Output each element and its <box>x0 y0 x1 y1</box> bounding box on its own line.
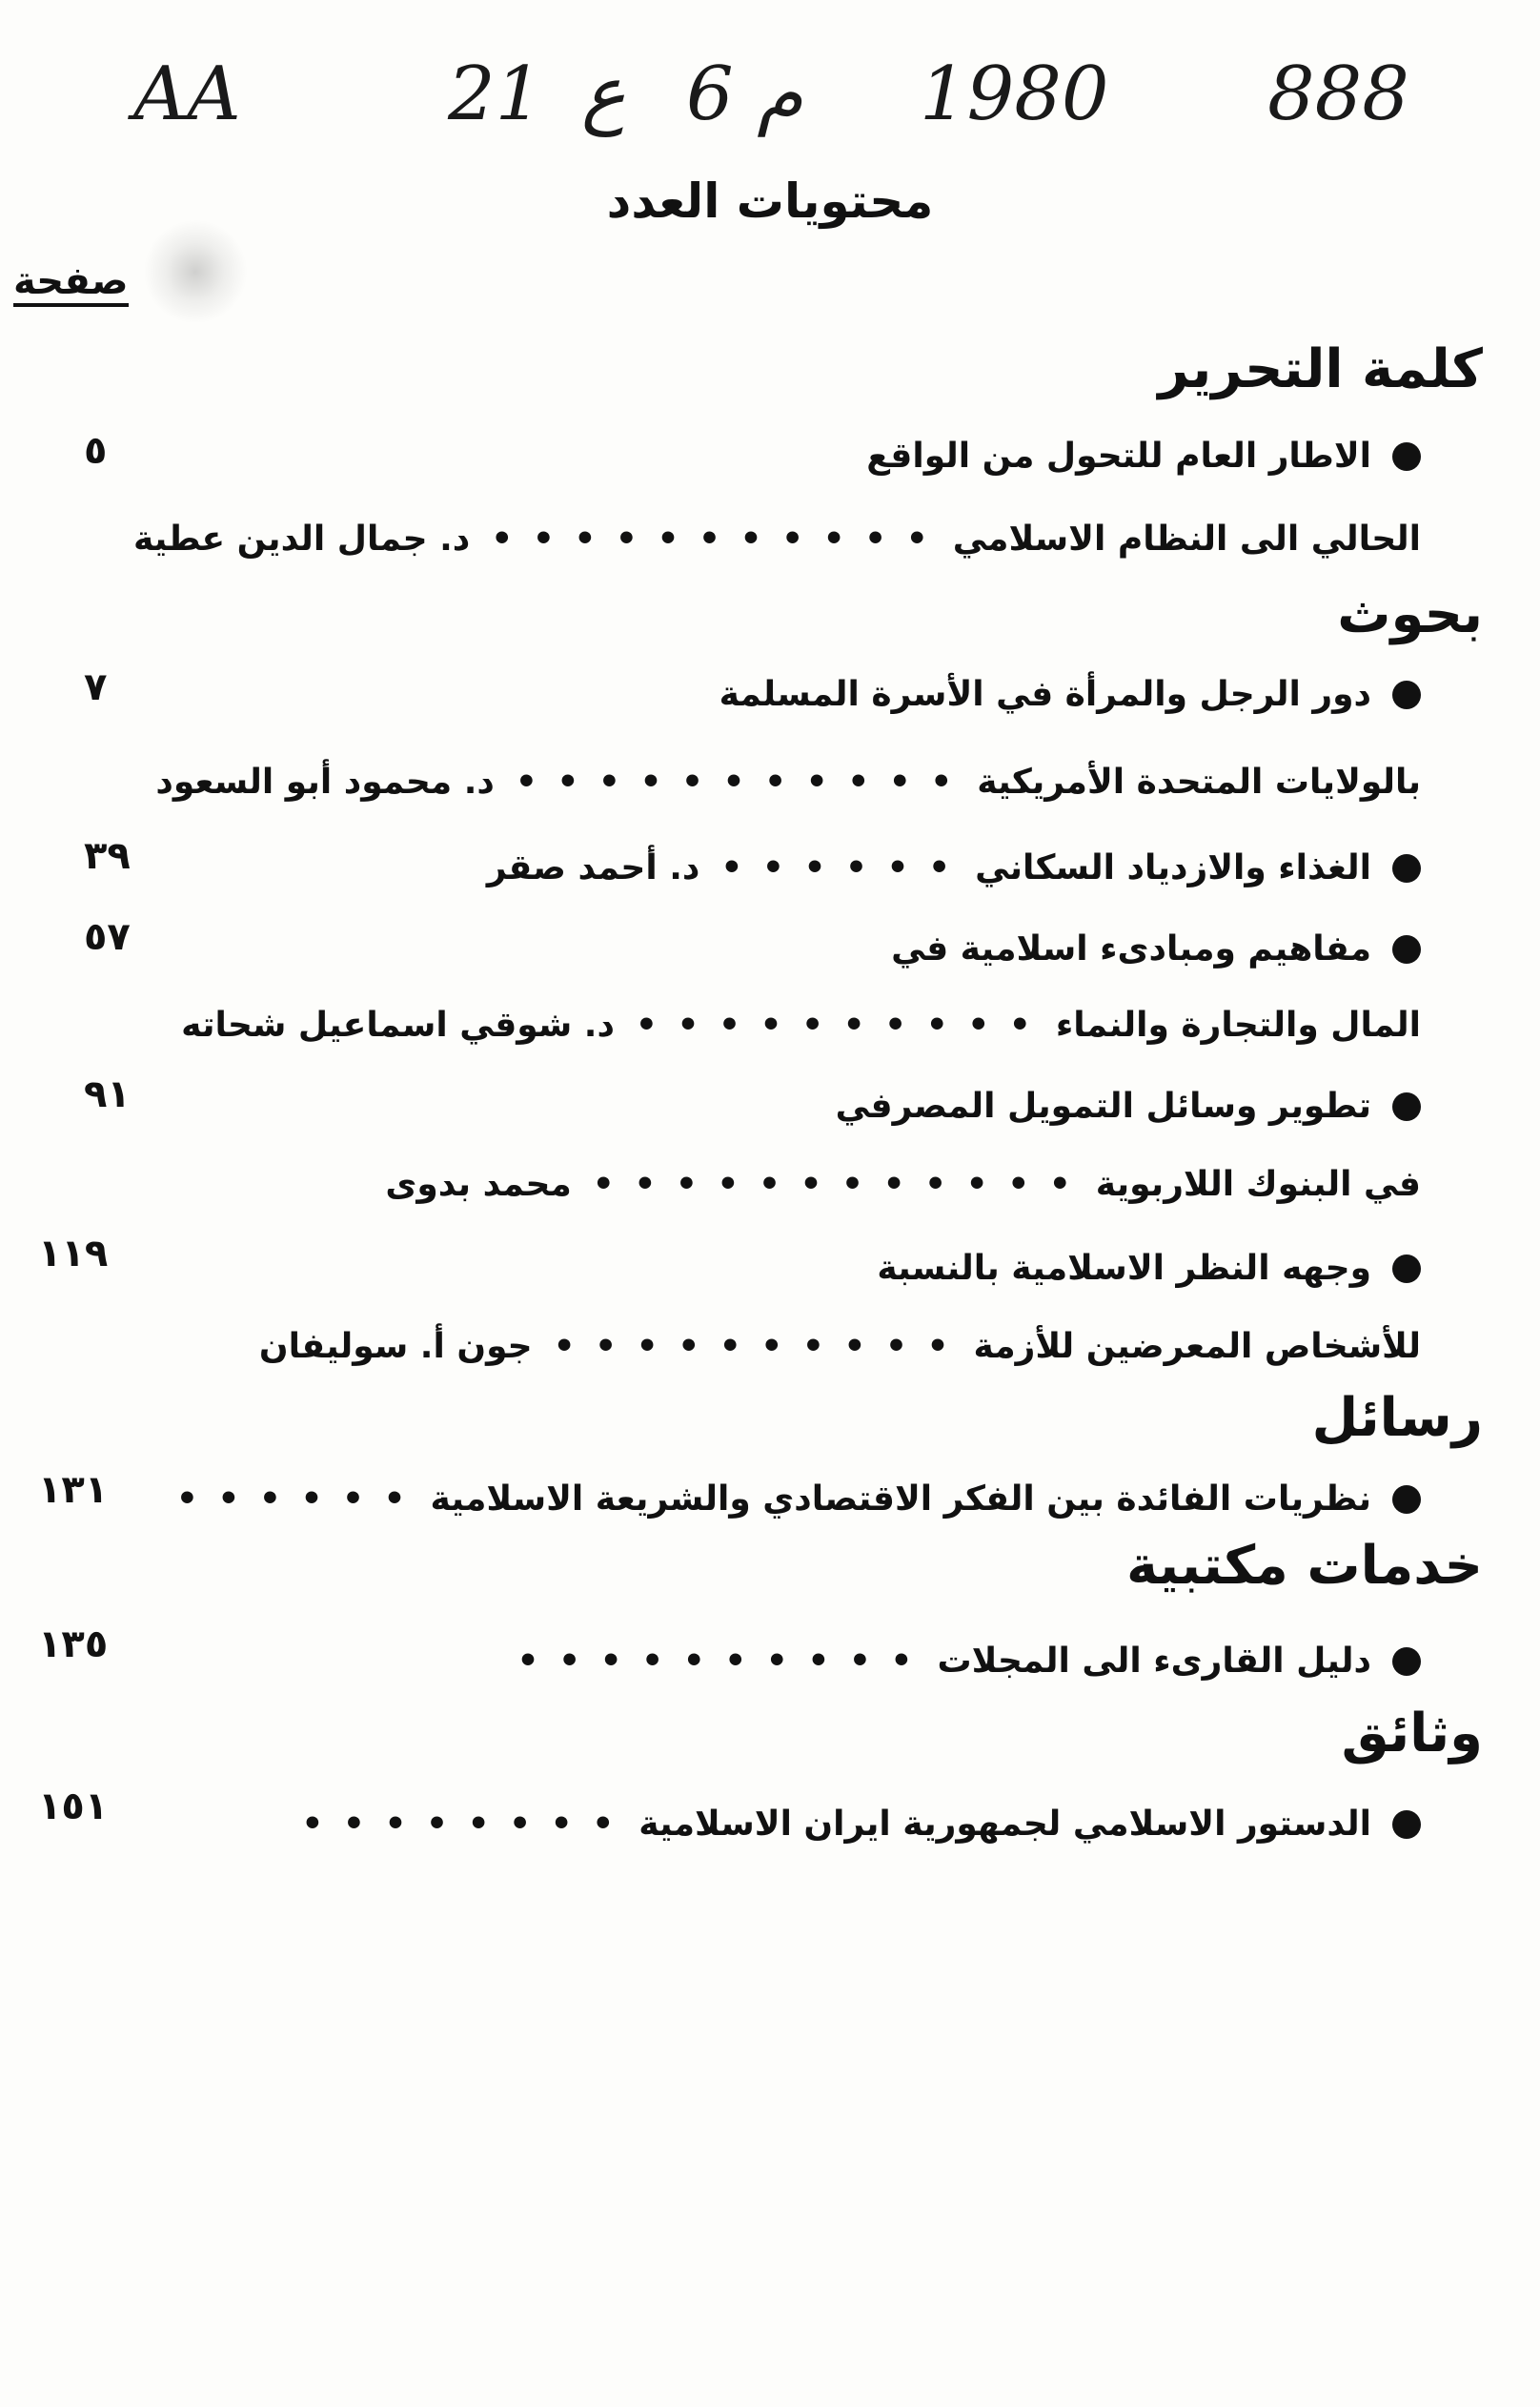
section-heading-editorial: كلمة التحرير <box>1158 338 1483 400</box>
toc-entry-continuation <box>132 520 1421 559</box>
leader-dots: • • • • • • • • • • <box>553 1327 953 1366</box>
entry-page-number: ١٣١ <box>38 1468 109 1512</box>
entry-title: تطوير وسائل التمويل المصرفي <box>835 1087 1371 1126</box>
entry-title: مفاهيم ومبادىء اسلامية في <box>891 929 1371 969</box>
bullet-icon <box>1392 935 1421 964</box>
entry-page-number: ٣٩ <box>84 834 131 878</box>
entry-author: د. محمود أبو السعود <box>155 763 495 802</box>
entry-title: الاطار العام للتحول من الواقع <box>866 437 1371 476</box>
leader-dots: • • • • • • <box>175 1479 410 1519</box>
toc-entry-continuation <box>191 1327 1421 1366</box>
toc-entry-continuation <box>191 1165 1421 1204</box>
section-heading-library-services: خدمات مكتبية <box>1126 1535 1483 1597</box>
toc-entry-title <box>191 1805 1421 1844</box>
leader-dots: • • • • • • • • • • • <box>515 763 957 802</box>
section-heading-documents: وثائق <box>1341 1703 1483 1764</box>
entry-continuation: في البنوك اللاربوية <box>1095 1165 1421 1204</box>
toc-entry-title <box>191 675 1421 714</box>
entry-title: نظريات الفائدة بين الفكر الاقتصادي والشريعة الاسلامية <box>430 1479 1371 1519</box>
leader-dots: • • • • • • • • • • <box>517 1642 917 1681</box>
bullet-icon <box>1392 1254 1421 1283</box>
entry-author: د. جمال الدين عطية <box>132 520 471 559</box>
toc-entry-title <box>191 1249 1421 1288</box>
toc-entry-title <box>191 929 1421 969</box>
leader-dots: • • • • • • <box>720 848 955 887</box>
entry-title: الغذاء والازدياد السكاني <box>975 848 1371 887</box>
entry-page-number: ١١٩ <box>38 1232 109 1275</box>
handwritten-note-1: AA <box>133 51 241 137</box>
bullet-icon <box>1392 442 1421 471</box>
entry-page-number: ١٥١ <box>38 1785 109 1828</box>
entry-author: د. شوقي اسماعيل شحاته <box>181 1006 615 1045</box>
handwritten-note-2: 21 <box>448 51 543 137</box>
ink-smudge <box>143 219 248 324</box>
toc-entry-continuation <box>155 763 1421 802</box>
entry-continuation: للأشخاص المعرضين للأزمة <box>973 1327 1421 1366</box>
entry-title: وجهه النظر الاسلامية بالنسبة <box>877 1249 1371 1288</box>
section-heading-research: بحوث <box>1337 583 1483 645</box>
entry-page-number: ٥٧ <box>84 915 131 959</box>
entry-title: دور الرجل والمرأة في الأسرة المسلمة <box>719 675 1371 714</box>
bullet-icon <box>1392 1647 1421 1676</box>
entry-author: محمد بدوى <box>385 1165 572 1204</box>
entry-page-number: ١٣٥ <box>38 1622 109 1666</box>
leader-dots: • • • • • • • • <box>301 1805 618 1844</box>
toc-entry-title <box>191 1642 1421 1681</box>
entry-continuation: الحالي الى النظام الاسلامي <box>952 520 1421 559</box>
toc-entry-title <box>191 437 1421 476</box>
leader-dots: • • • • • • • • • • • <box>491 520 932 559</box>
bullet-icon <box>1392 1810 1421 1839</box>
leader-dots: • • • • • • • • • • <box>635 1006 1035 1045</box>
handwritten-note-3: ع <box>581 51 626 137</box>
toc-entry-title <box>191 848 1421 887</box>
toc-entry-title <box>191 1087 1421 1126</box>
bullet-icon <box>1392 854 1421 883</box>
entry-page-number: ٧ <box>84 665 108 709</box>
bullet-icon <box>1392 681 1421 709</box>
leader-dots: • • • • • • • • • • • • <box>592 1165 1075 1204</box>
entry-title: دليل القارىء الى المجلات <box>937 1642 1371 1681</box>
handwritten-note-6: 888 <box>1267 51 1409 137</box>
entry-author: جون أ. سوليفان <box>258 1327 533 1366</box>
entry-continuation: المال والتجارة والنماء <box>1055 1006 1421 1045</box>
entry-page-number: ٩١ <box>84 1072 131 1116</box>
handwritten-note-4: 6 م <box>686 51 803 137</box>
bullet-icon <box>1392 1485 1421 1514</box>
page-title: محتويات العدد <box>606 173 934 229</box>
entry-author: د. أحمد صقر <box>486 848 700 887</box>
page-column-label: صفحة <box>13 259 129 307</box>
handwritten-note-5: 1980 <box>920 51 1109 137</box>
toc-entry-title <box>175 1479 1421 1519</box>
entry-page-number: ٥ <box>84 429 108 473</box>
entry-continuation: بالولايات المتحدة الأمريكية <box>977 763 1421 802</box>
bullet-icon <box>1392 1092 1421 1121</box>
entry-title: الدستور الاسلامي لجمهورية ايران الاسلامية <box>638 1805 1371 1844</box>
section-heading-theses: رسائل <box>1311 1387 1483 1449</box>
toc-entry-continuation <box>181 1006 1421 1045</box>
